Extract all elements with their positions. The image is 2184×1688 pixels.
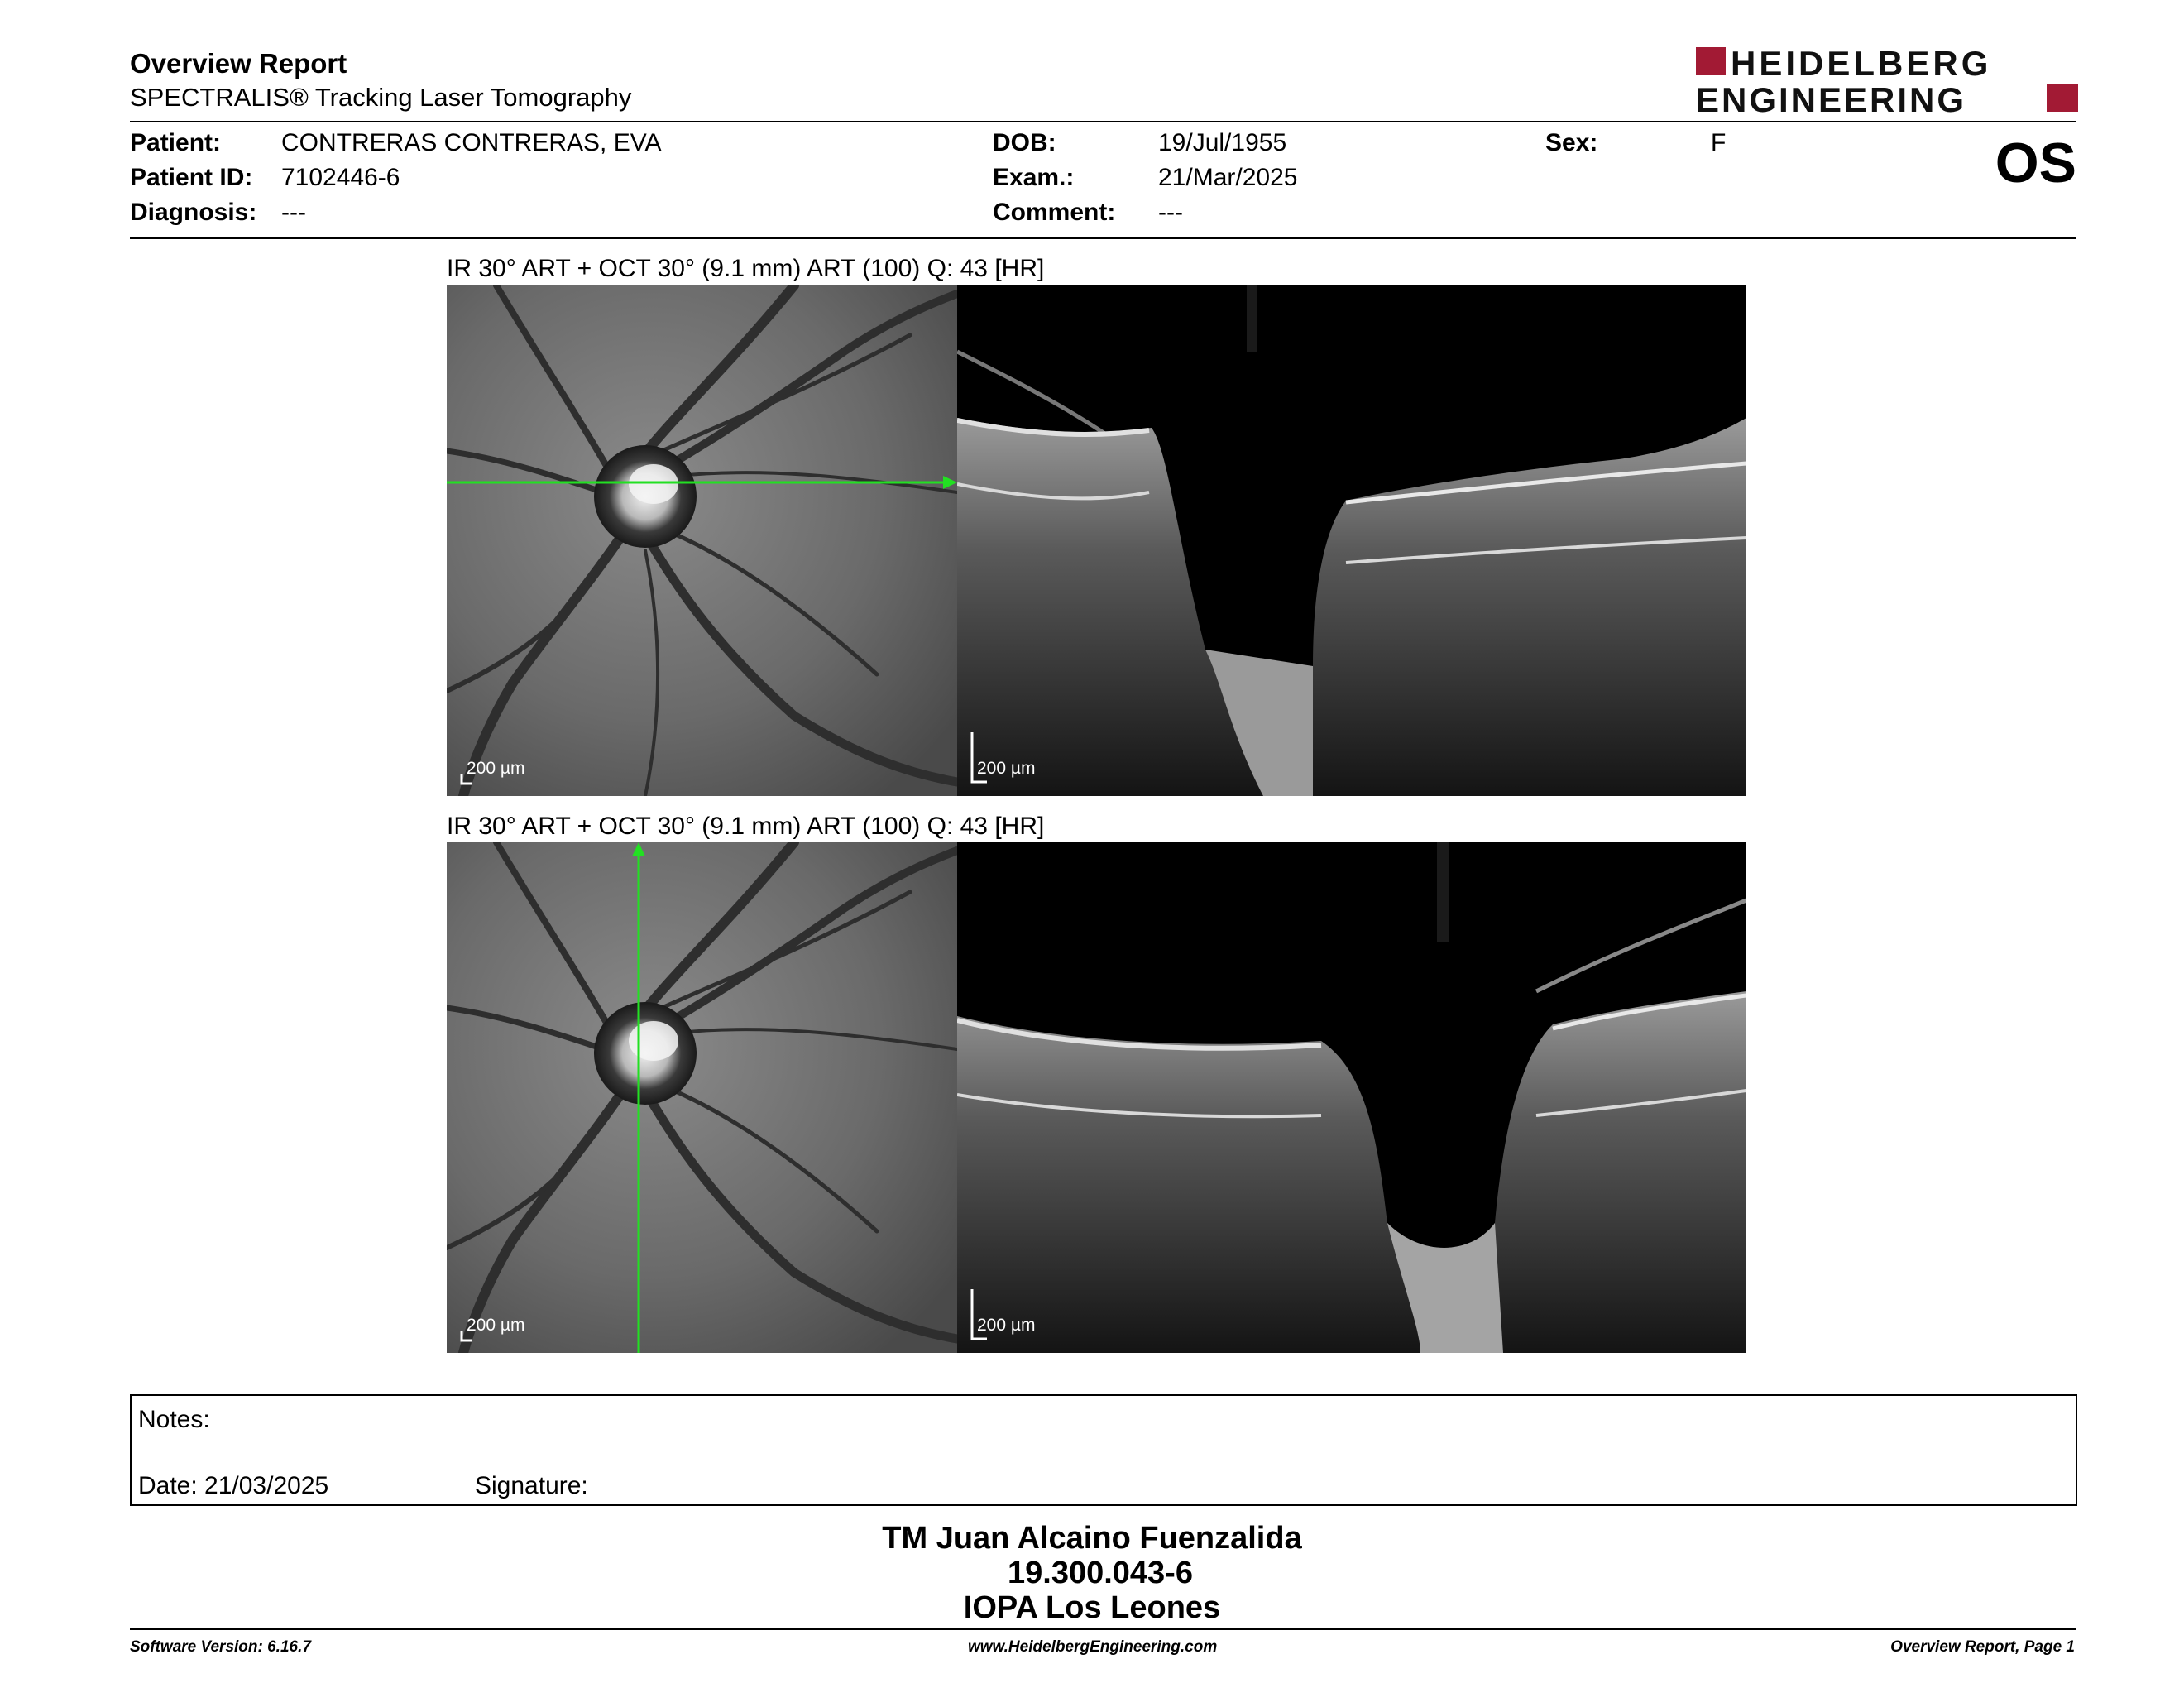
notes-date: Date: 21/03/2025 (138, 1472, 329, 1499)
header-divider (130, 121, 2076, 122)
scan-1-oct-bscan (957, 285, 1746, 796)
notes-box (130, 1394, 2077, 1506)
patient-id-label: Patient ID: (130, 164, 253, 191)
dob-label: DOB: (993, 129, 1056, 156)
sex-value: F (1711, 129, 1727, 156)
software-version: Software Version: 6.16.7 (130, 1638, 311, 1656)
signatory-id: 19.300.043-6 (1008, 1556, 1193, 1590)
scan-2-title: IR 30° ART + OCT 30° (9.1 mm) ART (100) Q: 43 [HR] (447, 813, 1045, 840)
scan-1-fundus-image (447, 285, 957, 796)
comment-value: --- (1158, 199, 1183, 226)
logo-text-line2: ENGINEERING (1696, 80, 1967, 115)
comment-label: Comment: (993, 199, 1116, 226)
scan-2-fundus-image (447, 842, 957, 1353)
scan-1-oct-scale: 200 µm (977, 759, 1036, 778)
diagnosis-value: --- (281, 199, 306, 226)
eye-indicator: OS (1995, 132, 2076, 194)
heidelberg-engineering-logo (1696, 46, 2078, 115)
patient-label: Patient: (130, 129, 222, 156)
footer-divider (130, 1628, 2076, 1630)
patient-id: 7102446-6 (281, 164, 400, 191)
notes-label: Notes: (138, 1406, 210, 1433)
signature-label: Signature: (475, 1472, 588, 1499)
signatory-name: TM Juan Alcaino Fuenzalida (882, 1521, 1302, 1556)
signatory-place: IOPA Los Leones (963, 1590, 1221, 1625)
scan-2-fundus-scale: 200 µm (467, 1316, 525, 1335)
page-indicator: Overview Report, Page 1 (1890, 1638, 2075, 1656)
scan-1-title: IR 30° ART + OCT 30° (9.1 mm) ART (100) Q: 43 [HR] (447, 255, 1045, 282)
report-title: Overview Report (130, 48, 347, 79)
patient-name: CONTRERAS CONTRERAS, EVA (281, 129, 662, 156)
report-subtitle: SPECTRALIS® Tracking Laser Tomography (130, 83, 632, 112)
scan-1-fundus-scale: 200 µm (467, 759, 525, 778)
scan-2-oct-scale: 200 µm (977, 1316, 1036, 1335)
sex-label: Sex: (1545, 129, 1598, 156)
patient-divider (130, 237, 2076, 239)
website-link[interactable]: www.HeidelbergEngineering.com (968, 1638, 1218, 1656)
dob-value: 19/Jul/1955 (1158, 129, 1287, 156)
scan-2-oct-bscan (957, 842, 1746, 1353)
diagnosis-label: Diagnosis: (130, 199, 257, 226)
exam-value: 21/Mar/2025 (1158, 164, 1298, 191)
logo-text-line1: HEIDELBERG (1731, 46, 1992, 83)
exam-label: Exam.: (993, 164, 1075, 191)
